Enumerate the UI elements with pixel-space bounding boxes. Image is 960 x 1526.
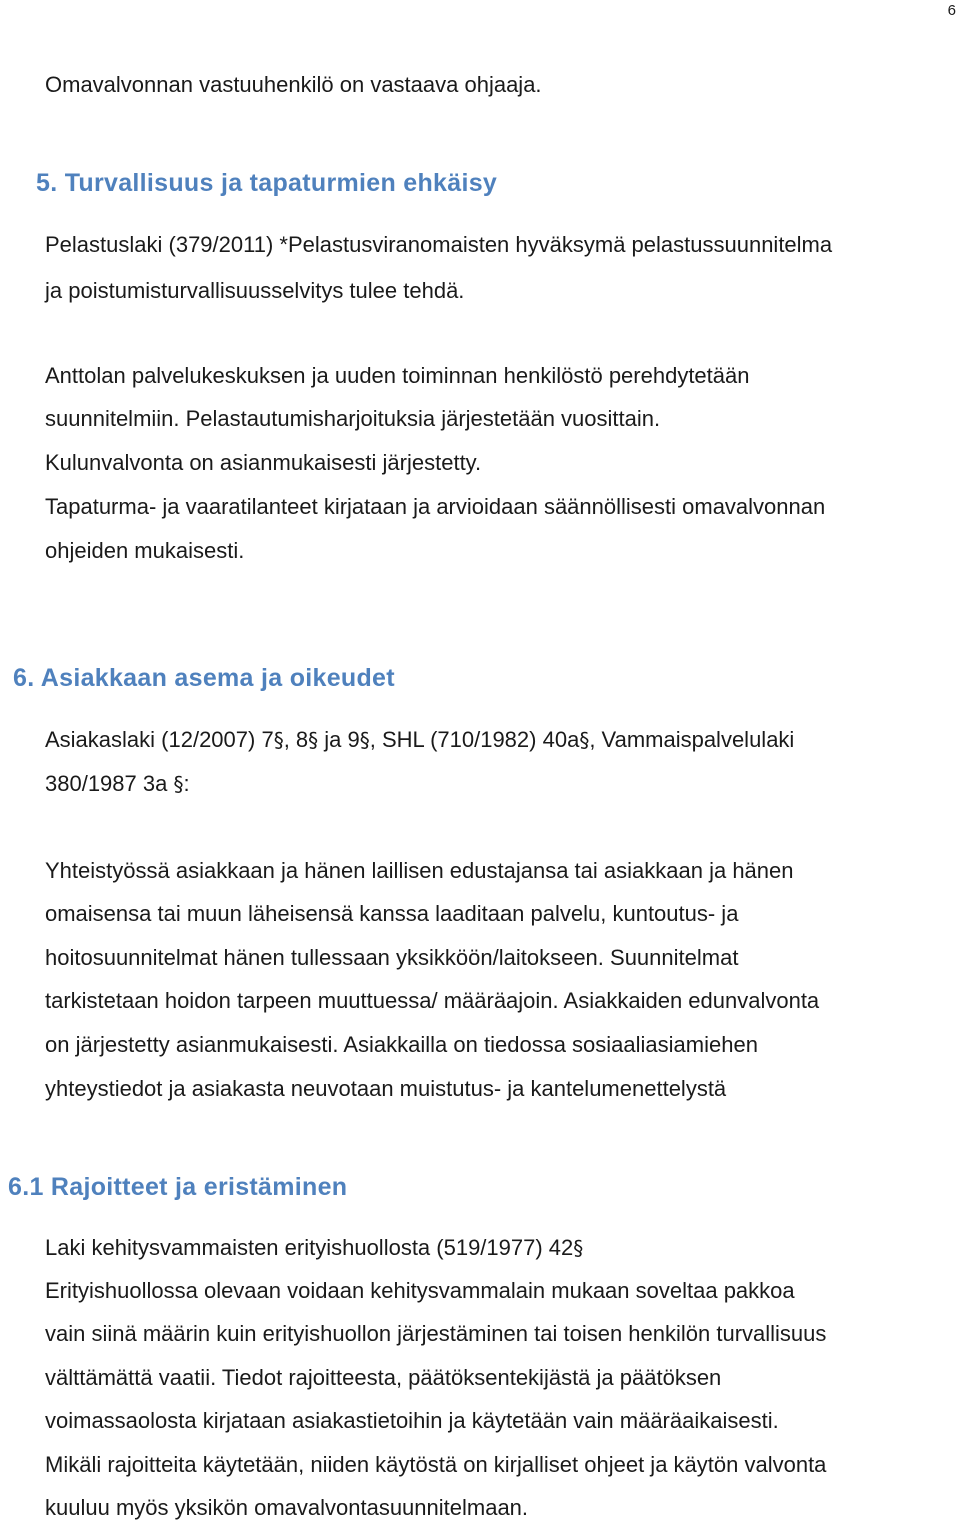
section-6-1-line: välttämättä vaatii. Tiedot rajoitteesta, päätöksentekijästä ja päätöksen [45,1365,722,1390]
section-5-line: Pelastuslaki (379/2011) *Pelastusviranomaisten hyväksymä pelastussuunnitelma [45,232,833,257]
law-text: , Vammaispalvelulaki [589,727,795,752]
law-text: ja 9 [318,727,360,752]
section-6-line: yhteystiedot ja asiakasta neuvotaan muistutus- ja kantelumenettelystä [45,1076,727,1101]
law-text: 380/1987 3a [45,771,168,796]
section-6-line: hoitosuunnitelmat hänen tullessaan yksikköön/laitokseen. Suunnitelmat [45,945,739,970]
section-6-1-line: Erityishuollossa olevaan voidaan kehitysvammalain mukaan soveltaa pakkoa [45,1278,795,1303]
section-6-1-line: Mikäli rajoitteita käytetään, niiden käytöstä on kirjalliset ohjeet ja käytön valvonta [45,1452,827,1477]
section-5-line: Kulunvalvonta on asianmukaisesti järjestetty. [45,450,482,475]
page-number: 6 [947,2,956,19]
section-5-line: suunnitelmiin. Pelastautumisharjoituksia järjestetään vuosittain. [45,406,661,431]
section-6-1-line: voimassaolosta kirjataan asiakastietoihin ja käytetään vain määräaikaisesti. [45,1408,779,1433]
section-sign: § [579,728,590,752]
section-sign: § [308,728,319,752]
section-sign: § [273,728,284,752]
section-6-heading: 6. Asiakkaan asema ja oikeudet [13,664,395,692]
section-sign: § [573,1236,584,1260]
section-sign: § [359,728,370,752]
section-5-heading: 5. Turvallisuus ja tapaturmien ehkäisy [36,169,498,197]
section-6-1-line: kuuluu myös yksikön omavalvontasuunnitelmaan. [45,1495,529,1520]
section-6-1-line: vain siinä määrin kuin erityishuollon järjestäminen tai toisen henkilön turvallisuus [45,1321,827,1346]
section-6-line: omaisensa tai muun läheisensä kanssa laaditaan palvelu, kuntoutus- ja [45,901,739,926]
section-6-line: on järjestetty asianmukaisesti. Asiakkailla on tiedossa sosiaaliasiamiehen [45,1032,758,1057]
section-6-line: tarkistetaan hoidon tarpeen muuttuessa/ määräajoin. Asiakkaiden edunvalvonta [45,988,820,1013]
section-sign: § [173,772,184,796]
law-text: Laki kehitysvammaisten erityishuollosta (519/1977) 42 [45,1235,574,1260]
law-text: : [183,771,190,796]
section-5-line: Anttolan palvelukeskuksen ja uuden toiminnan henkilöstö perehdytetään [45,363,750,388]
law-text: , SHL (710/1982) 40a [369,727,580,752]
section-5-line: ja poistumisturvallisuusselvitys tulee tehdä. [45,278,465,303]
section-5-line: ohjeiden mukaisesti. [45,538,245,563]
section-6-1-heading: 6.1 Rajoitteet ja eristäminen [8,1173,348,1201]
law-reference-line [45,1234,583,1262]
law-text: , 8 [283,727,309,752]
law-reference-line [45,770,190,798]
law-text: Asiakaslaki (12/2007) 7 [45,727,274,752]
section-5-line: Tapaturma- ja vaaratilanteet kirjataan ja arvioidaan säännöllisesti omavalvonnan [45,494,826,519]
section-6-line: Yhteistyössä asiakkaan ja hänen laillisen edustajansa tai asiakkaan ja hänen [45,858,794,883]
intro-paragraph: Omavalvonnan vastuuhenkilö on vastaava ohjaaja. [45,72,542,97]
law-reference-line [45,726,794,754]
